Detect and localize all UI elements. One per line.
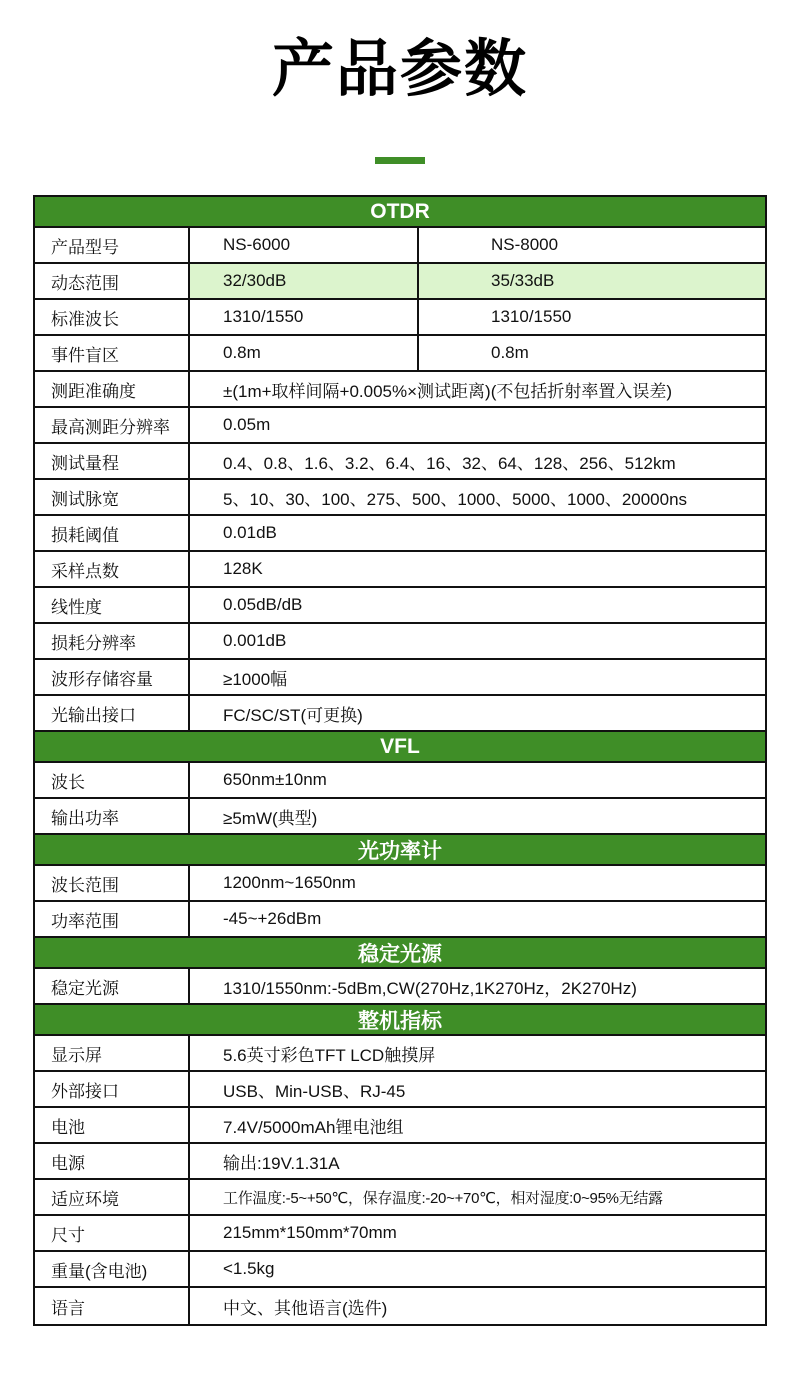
spec-label: 显示屏: [35, 1036, 190, 1070]
spec-value: 0.8m: [190, 336, 419, 370]
spec-label: 动态范围: [35, 264, 190, 298]
spec-row: [35, 1036, 765, 1072]
spec-row: [35, 1108, 765, 1144]
section-header: VFL: [35, 732, 765, 763]
spec-value: ≥1000幅: [223, 669, 288, 689]
spec-row: [35, 1144, 765, 1180]
spec-label: 语言: [35, 1288, 190, 1324]
spec-value: 650nm±10nm: [223, 770, 327, 789]
spec-row: [35, 763, 765, 799]
section-header: 光功率计: [35, 835, 765, 866]
spec-row: [35, 1072, 765, 1108]
title-underline-dash: [375, 157, 425, 164]
spec-label: 损耗分辨率: [35, 624, 190, 658]
spec-row: [35, 228, 765, 264]
spec-label: 输出功率: [35, 799, 190, 833]
spec-value: NS-6000: [190, 228, 419, 262]
spec-value: 0.4、0.8、1.6、3.2、6.4、16、32、64、128、256、512km: [223, 453, 676, 473]
spec-value: ≥5mW(典型): [223, 808, 318, 828]
spec-label: 功率范围: [35, 902, 190, 936]
spec-value: 5.6英寸彩色TFT LCD触摸屏: [223, 1045, 436, 1065]
spec-value: 215mm*150mm*70mm: [223, 1223, 397, 1242]
spec-value: <1.5kg: [223, 1259, 275, 1278]
section-header: 整机指标: [35, 1005, 765, 1036]
spec-label: 重量(含电池): [35, 1252, 190, 1286]
spec-label: 采样点数: [35, 552, 190, 586]
spec-label: 适应环境: [35, 1180, 190, 1214]
spec-row: [35, 866, 765, 902]
spec-row: [35, 902, 765, 938]
spec-value: NS-8000: [491, 235, 559, 254]
spec-row: [35, 799, 765, 835]
spec-value: -45~+26dBm: [223, 909, 322, 928]
spec-value: 1310/1550nm:-5dBm,CW(270Hz,1K270Hz，2K270Hz): [223, 978, 637, 998]
spec-label: 标准波长: [35, 300, 190, 334]
spec-value: 1310/1550: [190, 300, 419, 334]
spec-label: 外部接口: [35, 1072, 190, 1106]
spec-value: 1200nm~1650nm: [223, 873, 356, 892]
spec-value: USB、Min-USB、RJ-45: [223, 1081, 406, 1101]
spec-label: 波长范围: [35, 866, 190, 900]
spec-row: [35, 264, 765, 300]
spec-row: [35, 1180, 765, 1216]
spec-value: 0.05dB/dB: [223, 595, 303, 614]
spec-row: [35, 588, 765, 624]
spec-row: [35, 624, 765, 660]
spec-row: [35, 696, 765, 732]
section-header: 稳定光源: [35, 938, 765, 969]
spec-row: [35, 336, 765, 372]
spec-row: [35, 480, 765, 516]
spec-row: [35, 660, 765, 696]
spec-value: 输出:19V.1.31A: [223, 1153, 340, 1173]
spec-table: [33, 195, 767, 1326]
spec-label: 测试脉宽: [35, 480, 190, 514]
spec-value: 0.8m: [491, 343, 529, 362]
spec-value: 32/30dB: [190, 264, 419, 298]
spec-label: 稳定光源: [35, 969, 190, 1003]
spec-label: 测试量程: [35, 444, 190, 478]
spec-value: 0.01dB: [223, 523, 277, 542]
spec-label: 光输出接口: [35, 696, 190, 730]
spec-row: [35, 552, 765, 588]
spec-value: 中文、其他语言(选件): [223, 1298, 388, 1318]
spec-row: [35, 444, 765, 480]
page-title: 产品参数: [271, 35, 528, 104]
spec-label: 产品型号: [35, 228, 190, 262]
spec-value: 35/33dB: [419, 264, 765, 298]
spec-row: [35, 969, 765, 1005]
spec-label: 尺寸: [35, 1216, 190, 1250]
spec-value: 128K: [223, 559, 263, 578]
spec-value: 7.4V/5000mAh锂电池组: [223, 1117, 404, 1137]
spec-value: FC/SC/ST(可更换): [223, 705, 363, 725]
spec-label: 线性度: [35, 588, 190, 622]
spec-value: 5、10、30、100、275、500、1000、5000、1000、20000ns: [223, 489, 688, 509]
spec-row: [35, 300, 765, 336]
spec-label: 损耗阈值: [35, 516, 190, 550]
spec-value: 1310/1550: [491, 307, 572, 326]
spec-label: 波形存储容量: [35, 660, 190, 694]
spec-label: 电源: [35, 1144, 190, 1178]
spec-row: [35, 372, 765, 408]
spec-label: 波长: [35, 763, 190, 797]
spec-value: 工作温度:-5~+50℃，保存温度:-20~+70℃，相对湿度:0~95%无结露: [223, 1189, 663, 1207]
spec-value: 0.05m: [223, 415, 271, 434]
spec-value: ±(1m+取样间隔+0.005%×测试距离)(不包括折射率置入误差): [223, 381, 673, 401]
spec-label: 测距准确度: [35, 372, 190, 406]
spec-row: [35, 1252, 765, 1288]
spec-row: [35, 1216, 765, 1252]
section-header: OTDR: [35, 197, 765, 228]
spec-row: [35, 1288, 765, 1324]
spec-row: [35, 408, 765, 444]
spec-value: 0.001dB: [223, 631, 287, 650]
spec-label: 最高测距分辨率: [35, 408, 190, 442]
spec-row: [35, 516, 765, 552]
spec-label: 事件盲区: [35, 336, 190, 370]
spec-label: 电池: [35, 1108, 190, 1142]
